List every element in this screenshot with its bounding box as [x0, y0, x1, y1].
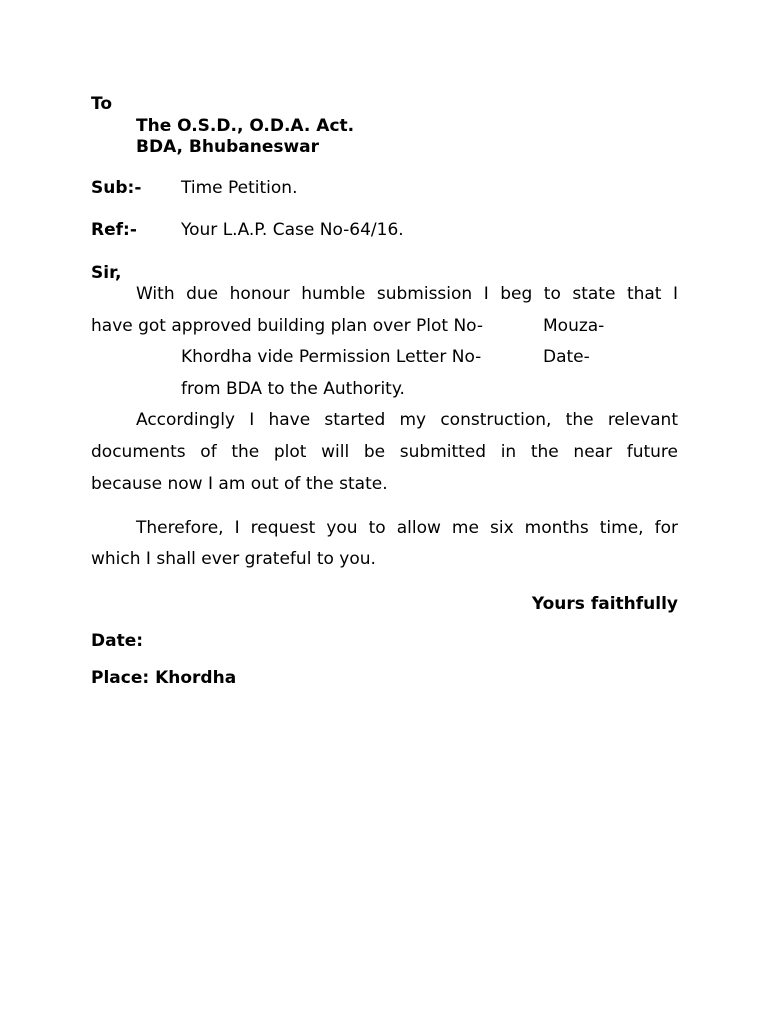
- paragraph-3-line-1: Therefore, I request you to allow me six months time, for: [136, 518, 678, 538]
- paragraph-2-line-1: Accordingly I have started my construction, the relevant: [136, 410, 678, 430]
- paragraph-1-line-1: With due honour humble submission I beg to state that I: [136, 284, 678, 304]
- paragraph-3-line-2: which I shall ever grateful to you.: [91, 549, 376, 569]
- addressee-line-2: BDA, Bhubaneswar: [136, 137, 320, 157]
- salutation: Sir,: [91, 263, 122, 283]
- paragraph-1-line-4: from BDA to the Authority.: [181, 379, 405, 399]
- paragraph-2-line-2: documents of the plot will be submitted in the near future: [91, 442, 678, 462]
- reference-label: Ref:-: [91, 220, 137, 240]
- closing: Yours faithfully: [531, 594, 678, 614]
- paragraph-2-line-3: because now I am out of the state.: [91, 474, 388, 494]
- date-label: Date:: [91, 631, 144, 651]
- reference-text: Your L.A.P. Case No-64/16.: [181, 220, 404, 240]
- subject-text: Time Petition.: [181, 178, 298, 198]
- paragraph-1-line-2a: have got approved building plan over Plot No-: [91, 316, 484, 336]
- place-label: Place: Khordha: [91, 668, 237, 688]
- paragraph-1-line-3a: Khordha vide Permission Letter No-: [181, 347, 482, 367]
- subject-label: Sub:-: [91, 178, 142, 198]
- addressee-line-1: The O.S.D., O.D.A. Act.: [136, 116, 355, 136]
- paragraph-1-line-2b: Mouza-: [543, 316, 605, 336]
- to-label: To: [91, 94, 113, 114]
- paragraph-1-line-3b: Date-: [543, 347, 590, 367]
